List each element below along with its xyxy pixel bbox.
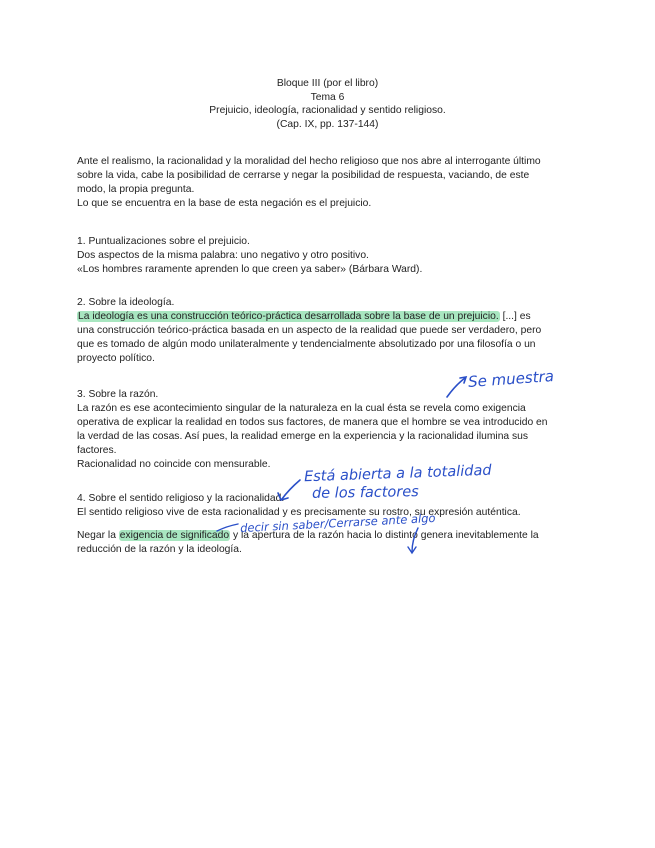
section-line: la verdad de las cosas. Así pues, la realidad emerge en la experiencia y la racionalidad ilumina sus	[77, 431, 529, 442]
section-title: 2. Sobre la ideología.	[77, 297, 175, 308]
handwritten-note-factores: de los factores	[311, 484, 419, 502]
intro-line: modo, la propia pregunta.	[77, 184, 195, 195]
header-block-title: Bloque III (por el libro)	[276, 78, 379, 89]
section-title: 4. Sobre el sentido religioso y la racionalidad.	[77, 493, 285, 504]
handwritten-note-abierta: Está abierta a la totalidad	[303, 462, 492, 486]
header-topic-number: Tema 6	[310, 91, 345, 103]
handwritten-note-se-muestra: Se muestra	[467, 367, 555, 391]
section-quote: «Los hombres raramente aprenden lo que creen ya saber» (Bárbara Ward).	[77, 264, 423, 275]
section-line: factores.	[77, 445, 117, 456]
intro-line: sobre la vida, cabe la posibilidad de cerrarse y negar la posibilidad de respuesta, vaciando, de este	[77, 170, 530, 181]
section-line: El sentido religioso vive de esta racionalidad y es precisamente su rostro, su expresión auténtica.	[77, 507, 521, 518]
line-start: Negar la	[77, 530, 119, 541]
section-line: proyecto político.	[77, 353, 155, 364]
section-line: Racionalidad no coincide con mensurable.	[77, 459, 271, 470]
section-line: La razón es ese acontecimiento singular de la naturaleza en la cual ésta se revela como exigencia	[77, 403, 526, 414]
handwritten-note-decir: decir sin saber/Cerrarse ante algo	[239, 510, 436, 536]
section-line: operativa de explicar la realidad en todos sus factores, de manera que el hombre se vea introducido en	[77, 417, 548, 428]
line-continuation: [...] es	[499, 311, 531, 322]
section-line: una construcción teórico-práctica basada en un aspecto de la realidad que puede ser verdadero, pero	[77, 325, 542, 336]
highlighted-text: exigencia de significado	[119, 530, 230, 541]
intro-line: Lo que se encuentra en la base de esta negación es el prejuicio.	[77, 198, 372, 209]
section-title: 3. Sobre la razón.	[77, 389, 159, 400]
line-continuation: y la apertura de la razón hacia lo distinto genera inevitablemente la	[230, 530, 539, 541]
section-line: que es tomado de algún modo unilateralmente y tendencialmente absolutizado por una filosofía o un	[77, 339, 536, 350]
intro-line: Ante el realismo, la racionalidad y la moralidad del hecho religioso que nos abre al interrogante último	[77, 156, 541, 167]
section-line: Dos aspectos de la misma palabra: uno negativo y otro positivo.	[77, 250, 369, 261]
section-title: 1. Puntualizaciones sobre el prejuicio.	[77, 236, 250, 247]
highlighted-text: La ideología es una construcción teórico-práctica desarrollada sobre la base de un prejuicio.	[78, 311, 499, 322]
section-line: reducción de la razón y la ideología.	[77, 544, 242, 555]
header-chapter-ref: (Cap. IX, pp. 137-144)	[276, 118, 379, 130]
header-topic-title: Prejuicio, ideología, racionalidad y sentido religioso.	[209, 105, 446, 116]
